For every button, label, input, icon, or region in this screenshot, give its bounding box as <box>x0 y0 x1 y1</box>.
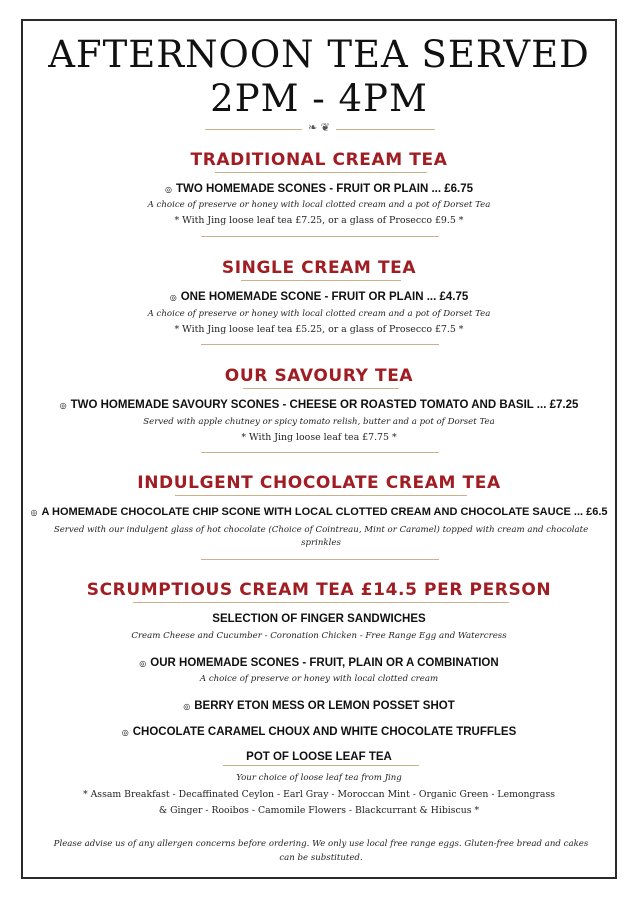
bullet-icon: ◎ <box>59 401 67 410</box>
section-title-single: SINGLE CREAM TEA <box>221 258 417 278</box>
section-title-traditional: TRADITIONAL CREAM TEA <box>190 150 448 170</box>
item-description: Served with apple chutney or spicy tomato relish, butter and a pot of Dorset Tea <box>143 417 495 427</box>
section-underline <box>133 602 509 603</box>
item-description: A choice of preserve or honey with local clotted cream and a pot of Dorset Tea <box>147 200 491 210</box>
menu-item-scones: ◎ OUR HOMEMADE SCONES - FRUIT, PLAIN OR A COMBINATION <box>139 657 499 669</box>
item-description: Cream Cheese and Cucumber - Coronation Chicken - Free Range Egg and Watercress <box>131 631 507 641</box>
bullet-icon: ◎ <box>30 508 38 517</box>
item-description: Served with our indulgent glass of hot chocolate (Choice of Cointreau, Mint or Caramel) topped with cream and chocolate sprinkles <box>53 525 589 548</box>
item-description: A choice of preserve or honey with local clotted cream <box>199 674 439 684</box>
bullet-icon: ◎ <box>121 728 129 737</box>
tea-list-line-2: & Ginger - Rooibos - Camomile Flowers - Blackcurrant & Hibiscus * <box>158 805 480 816</box>
menu-hours: 2PM - 4PM <box>210 77 428 120</box>
item-extra: * With Jing loose leaf tea £7.75 * <box>241 432 397 443</box>
section-underline <box>215 172 427 173</box>
allergen-note: Please advise us of any allergen concerns before ordering. We only use local free range eggs. Gluten-free bread and cakes can be substituted. <box>53 839 589 863</box>
section-title-chocolate: INDULGENT CHOCOLATE CREAM TEA <box>137 473 501 493</box>
tea-list-line-1: * Assam Breakfast - Decaffinated Ceylon - Earl Gray - Moroccan Mint - Organic Green - Lemongrass <box>82 789 555 800</box>
menu-item-sandwiches: SELECTION OF FINGER SANDWICHES <box>212 613 426 625</box>
flourish-icon: ❧ ❦ <box>23 121 615 134</box>
bullet-icon: ◎ <box>169 293 177 302</box>
item-rule <box>223 765 419 766</box>
menu-item-choux: ◎ CHOCOLATE CARAMEL CHOUX AND WHITE CHOCOLATE TRUFFLES <box>121 726 517 738</box>
bullet-icon: ◎ <box>139 659 147 668</box>
item-extra: * With Jing loose leaf tea £5.25, or a glass of Prosecco £7.5 * <box>174 324 464 335</box>
section-divider <box>201 452 439 453</box>
section-underline <box>243 388 399 389</box>
section-divider <box>201 559 439 560</box>
bullet-icon: ◎ <box>164 185 172 194</box>
item-extra: * With Jing loose leaf tea £7.25, or a glass of Prosecco £9.5 * <box>174 215 464 226</box>
menu-item-loose-leaf-tea: POT OF LOOSE LEAF TEA <box>246 751 392 763</box>
menu-title: AFTERNOON TEA SERVED <box>48 33 590 76</box>
menu-item-chocolate: ◎ A HOMEMADE CHOCOLATE CHIP SCONE WITH LOCAL CLOTTED CREAM AND CHOCOLATE SAUCE ... £6.5 <box>30 506 608 518</box>
menu-frame <box>21 19 617 879</box>
section-underline <box>175 495 467 496</box>
section-divider <box>201 236 439 237</box>
section-divider <box>201 344 439 345</box>
section-title-savoury: OUR SAVOURY TEA <box>224 366 414 386</box>
item-description: Your choice of loose leaf tea from Jing <box>236 773 402 783</box>
menu-item-savoury: ◎ TWO HOMEMADE SAVOURY SCONES - CHEESE OR ROASTED TOMATO AND BASIL ... £7.25 <box>59 399 579 411</box>
menu-item-traditional: ◎ TWO HOMEMADE SCONES - FRUIT OR PLAIN ... £6.75 <box>164 183 474 195</box>
section-underline <box>241 280 401 281</box>
item-description: A choice of preserve or honey with local clotted cream and a pot of Dorset Tea <box>147 309 491 319</box>
menu-item-eton-mess: ◎ BERRY ETON MESS OR LEMON POSSET SHOT <box>183 700 455 712</box>
section-title-scrumptious: SCRUMPTIOUS CREAM TEA £14.5 PER PERSON <box>86 580 552 600</box>
menu-item-single: ◎ ONE HOMEMADE SCONE - FRUIT OR PLAIN ... £4.75 <box>169 291 469 303</box>
bullet-icon: ◎ <box>183 702 191 711</box>
